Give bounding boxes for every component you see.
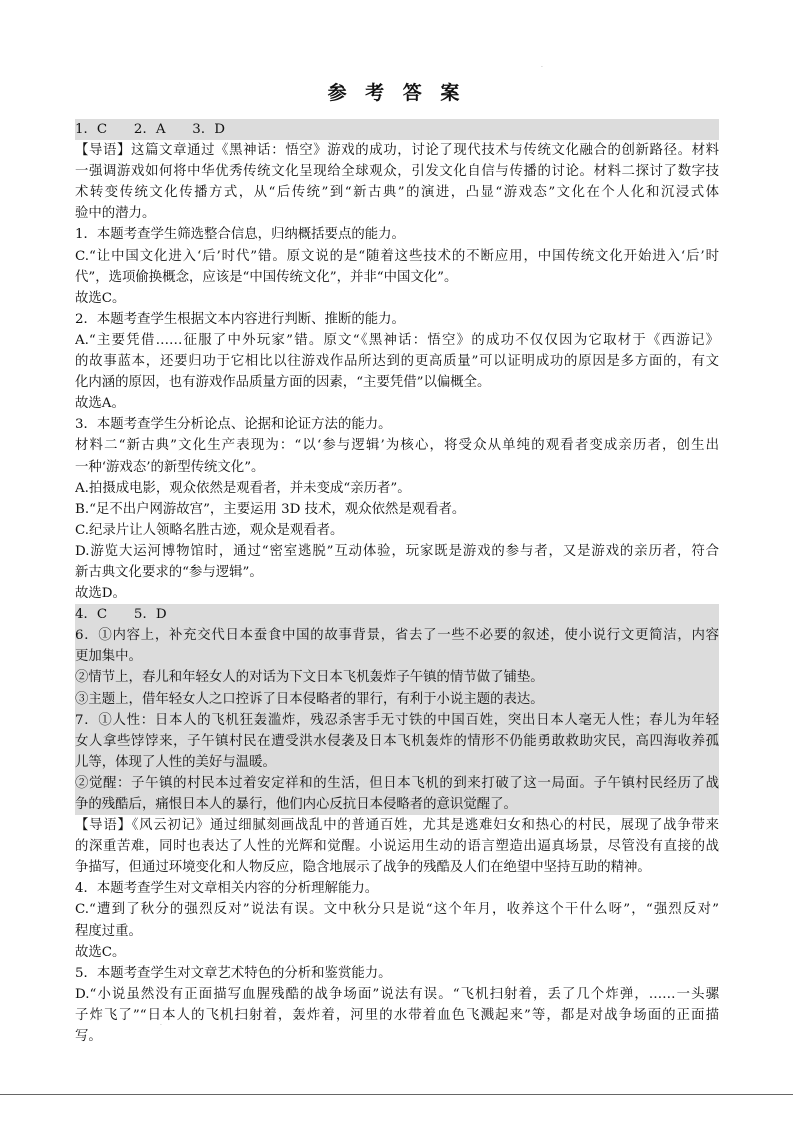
answer-line: 写。 xyxy=(75,1029,102,1045)
answer-line: 争的残酷后，痛恨日本人的暴行，他们内心反抗日本侵略者的意识觉醒了。 xyxy=(75,794,719,815)
answer-content xyxy=(75,119,719,1047)
answer-line: 新古典文化要求的“参与逻辑”。 xyxy=(75,564,263,580)
answer-line: 7．①人性：日本人的飞机狂轰滥炸，残忍杀害手无寸铁的中国百姓，突出日本人毫无人性；春儿为年轻 xyxy=(75,710,719,731)
answer-line: 1．C 2．A 3．D xyxy=(75,119,719,140)
answer-line: 一强调游戏如何将中华优秀传统文化呈现给全球观众，引发文化自信与传播的讨论。材料二探讨了数字技 xyxy=(75,164,719,180)
answer-line: 女人拿些饽饽来，子午镇村民在遭受洪水侵袭及日本飞机轰炸的情形不仍能勇敢救助灾民，高四海收养孤 xyxy=(75,731,719,752)
answer-line: 1．本题考查学生筛选整合信息，归纳概括要点的能力。 xyxy=(75,227,405,243)
answer-line: 代”，选项偷换概念，应该是“中国传统文化”，并非“中国文化”。 xyxy=(75,269,458,285)
answer-line: 一种‘游戏态’的新型传统文化”。 xyxy=(75,459,265,475)
answer-line: 4．C 5．D xyxy=(75,604,719,625)
answer-line: 子炸飞了”“日本人的飞机扫射着，轰炸着，河里的水带着血色飞溅起来”等，都是对战争场面的正面描 xyxy=(75,1007,719,1023)
answer-line: 故选C。 xyxy=(75,944,126,960)
answer-line: C.“让中国文化进入‘后’时代”错。原文说的是“随着这些技术的不断应用，中国传统文化开始进入‘后’时 xyxy=(75,248,719,264)
answer-line: D.“小说虽然没有正面描写血腥残酷的战争场面”说法有误。“飞机扫射着，丢了几个炸弹，……一头骡 xyxy=(75,986,719,1002)
answer-line: C.“遭到了秋分的强烈反对”说法有误。文中秋分只是说“这个年月，收养这个干什么呀”，“强烈反对” xyxy=(75,902,719,918)
answer-line: ②觉醒：子午镇的村民本过着安定祥和的生活，但日本飞机的到来打破了这一局面。子午镇村民经历了战 xyxy=(75,773,719,794)
answer-line: 验中的潜力。 xyxy=(75,206,156,222)
answer-line: 6．①内容上，补充交代日本蚕食中国的故事背景，省去了一些不必要的叙述，使小说行文更简洁，内容 xyxy=(75,625,719,646)
answer-line: 争描写，但通过环境变化和人物反应，隐含地展示了战争的残酷及人们在绝望中坚持互助的精神。 xyxy=(75,860,651,876)
answer-line: 的故事蓝本，还要归功于它相比以往游戏作品所达到的更高质量”可以证明成功的原因是多方面的，有文 xyxy=(75,354,719,370)
answer-line: 程度过重。 xyxy=(75,923,142,939)
answer-line: 故选C。 xyxy=(75,290,126,306)
answer-line: 【导语】《风云初记》通过细腻刻画战乱中的普通百姓，尤其是逃难妇女和热心的村民，展现了战争带来 xyxy=(75,818,719,834)
answer-line: 儿等，体现了人性的美好与温暖。 xyxy=(75,752,719,773)
answer-line: 【导语】这篇文章通过《黑神话：悟空》游戏的成功，讨论了现代技术与传统文化融合的创新路径。材料 xyxy=(75,143,719,159)
scan-speck: · xyxy=(541,64,543,71)
answer-line: ③主题上，借年轻女人之口控诉了日本侵略者的罪行，有利于小说主题的表达。 xyxy=(75,689,719,710)
footer-divider xyxy=(0,1094,793,1095)
answer-line: D.游览大运河博物馆时，通过“密室逃脱”互动体验，玩家既是游戏的参与者，又是游戏的亲历者，符合 xyxy=(75,543,719,559)
answer-line: ②情节上，春儿和年轻女人的对话为下文日本飞机轰炸子午镇的情节做了铺垫。 xyxy=(75,667,719,688)
answer-line: 3．本题考查学生分析论点、论据和论证方法的能力。 xyxy=(75,417,392,433)
answer-line: A.“主要凭借……征服了中外玩家”错。原文“《黑神话：悟空》的成功不仅仅因为它取材于《西游记》 xyxy=(75,332,719,348)
answer-line: C.纪录片让人领略名胜古迹，观众是观看者。 xyxy=(75,522,344,538)
answer-line: 材料二“新古典”文化生产表现为：“以‘参与逻辑’为核心，将受众从单纯的观看者变成亲历者，创生出 xyxy=(75,438,719,454)
answer-line: 化内涵的原因，也有游戏作品质量方面的因素，“主要凭借”以偏概全。 xyxy=(75,375,491,391)
scan-speck: · xyxy=(160,1022,162,1029)
answer-line: 更加集中。 xyxy=(75,646,719,667)
answer-line: 的深重苦难，同时也表达了人性的光辉和觉醒。小说运用生动的语言塑造出逼真场景，尽管没有直接的战 xyxy=(75,839,719,855)
answer-line: A.拍摄成电影，观众依然是观看者，并未变成“亲历者”。 xyxy=(75,480,411,496)
answer-line: 故选A。 xyxy=(75,396,125,412)
answer-line: 术转变传统文化传播方式，从“后传统”到“新古典”的演进，凸显“游戏态”文化在个人化和沉浸式体 xyxy=(75,185,719,201)
answer-line: B.“足不出户网游故宫”，主要运用 3D 技术，观众依然是观看者。 xyxy=(75,501,466,517)
answer-line: 5．本题考查学生对文章艺术特色的分析和鉴赏能力。 xyxy=(75,965,392,981)
page-title: 参 考 答 案 xyxy=(327,82,466,104)
answer-line: 4．本题考查学生对文章相关内容的分析理解能力。 xyxy=(75,881,379,897)
answer-line: 2．本题考查学生根据文本内容进行判断、推断的能力。 xyxy=(75,311,405,327)
answer-line: 故选D。 xyxy=(75,586,126,602)
